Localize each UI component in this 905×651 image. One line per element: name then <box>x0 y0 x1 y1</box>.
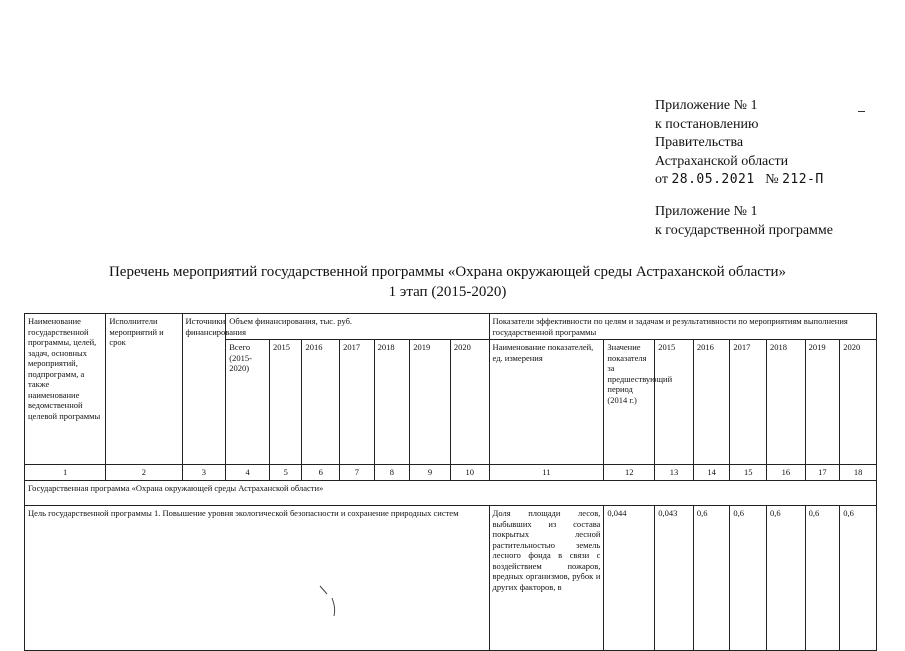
column-number: 2 <box>106 465 182 481</box>
document-title: Перечень мероприятий государственной программы «Охрана окружающей среды Астраханской области» <box>108 264 787 280</box>
indicator-prev-value: 0,044 <box>604 506 655 651</box>
header-ind-year: 2019 <box>805 340 840 465</box>
scan-mark <box>858 111 865 112</box>
header-indicators: Показатели эффективности по целям и задачам и результативности по мероприятиям выполнения государственной программы <box>489 314 876 340</box>
appendix-line: к постановлению <box>655 116 759 132</box>
column-number: 1 <box>25 465 106 481</box>
column-number: 10 <box>450 465 489 481</box>
header-indicator-name: Наименование показателей, ед. измерения <box>489 340 604 465</box>
column-number: 4 <box>226 465 270 481</box>
program-name: Государственная программа «Охрана окружающей среды Астраханской области» <box>25 481 877 506</box>
header-ind-year: 2016 <box>693 340 730 465</box>
header-ind-year: 2020 <box>840 340 877 465</box>
column-number: 13 <box>655 465 694 481</box>
goal-row <box>25 506 877 651</box>
header-sources: Источники финансирования <box>182 314 226 465</box>
header-ind-year: 2018 <box>767 340 806 465</box>
column-number: 14 <box>693 465 730 481</box>
pen-stroke <box>318 584 348 618</box>
appendix-to-program <box>655 203 833 240</box>
header-row <box>25 314 877 340</box>
column-number: 15 <box>730 465 767 481</box>
indicator-value: 0,6 <box>767 506 806 651</box>
column-number: 6 <box>302 465 340 481</box>
header-fin-year: 2015 <box>269 340 302 465</box>
header-prev-value: Значение показателя за предшествующий период (2014 г.) <box>604 340 655 465</box>
column-number: 17 <box>805 465 840 481</box>
indicator-value: 0,6 <box>693 506 730 651</box>
program-row <box>25 481 877 506</box>
column-number: 9 <box>410 465 451 481</box>
appendix-line: к государственной программе <box>655 222 833 238</box>
date-number-line <box>655 171 824 190</box>
column-number: 16 <box>767 465 806 481</box>
indicator-name: Доля площади лесов, выбывших из состава покрытых лесной растительностью земель лесного фонда в связи с воздействием пожаров, вредных организмов, рубок и других факторов, в <box>489 506 604 651</box>
column-number: 3 <box>182 465 226 481</box>
appendix-title: Приложение № 1 <box>655 204 758 219</box>
column-number: 5 <box>269 465 302 481</box>
header-fin-year: 2018 <box>374 340 410 465</box>
appendix-title: Приложение № 1 <box>655 98 758 113</box>
document-subtitle: 1 этап (2015-2020) <box>388 284 507 300</box>
goal-text: Цель государственной программы 1. Повышение уровня экологической безопасности и сохранение природных систем <box>25 506 490 651</box>
column-number: 7 <box>340 465 375 481</box>
column-number: 18 <box>840 465 877 481</box>
column-number-row <box>25 465 877 481</box>
header-executors: Исполнители мероприятий и срок <box>106 314 182 465</box>
appendix-line: Астраханской области <box>655 153 789 169</box>
resolution-number: 212-П <box>782 172 824 187</box>
column-number: 12 <box>604 465 655 481</box>
header-fin-year: 2016 <box>302 340 340 465</box>
indicator-value: 0,043 <box>655 506 694 651</box>
header-fin-year: 2020 <box>450 340 489 465</box>
header-name: Наименование государственной программы, целей, задач, основных мероприятий, подпрограмм, а также наименование ведомственной целевой программы <box>25 314 106 465</box>
indicator-value: 0,6 <box>805 506 840 651</box>
indicator-value: 0,6 <box>840 506 877 651</box>
appendix-to-resolution <box>655 97 824 190</box>
number-prefix: № <box>765 172 779 187</box>
header-ind-year: 2017 <box>730 340 767 465</box>
header-ind-year: 2015 <box>655 340 694 465</box>
indicator-value: 0,6 <box>730 506 767 651</box>
column-number: 11 <box>489 465 604 481</box>
header-financing: Объем финансирования, тыс. руб. <box>226 314 489 340</box>
column-number: 8 <box>374 465 410 481</box>
header-fin-year: 2019 <box>410 340 451 465</box>
activities-table <box>24 313 877 651</box>
header-total: Всего (2015-2020) <box>226 340 270 465</box>
date-prefix: от <box>655 172 668 187</box>
appendix-line: Правительства <box>655 135 744 150</box>
resolution-date: 28.05.2021 <box>671 172 755 187</box>
header-fin-year: 2017 <box>340 340 375 465</box>
